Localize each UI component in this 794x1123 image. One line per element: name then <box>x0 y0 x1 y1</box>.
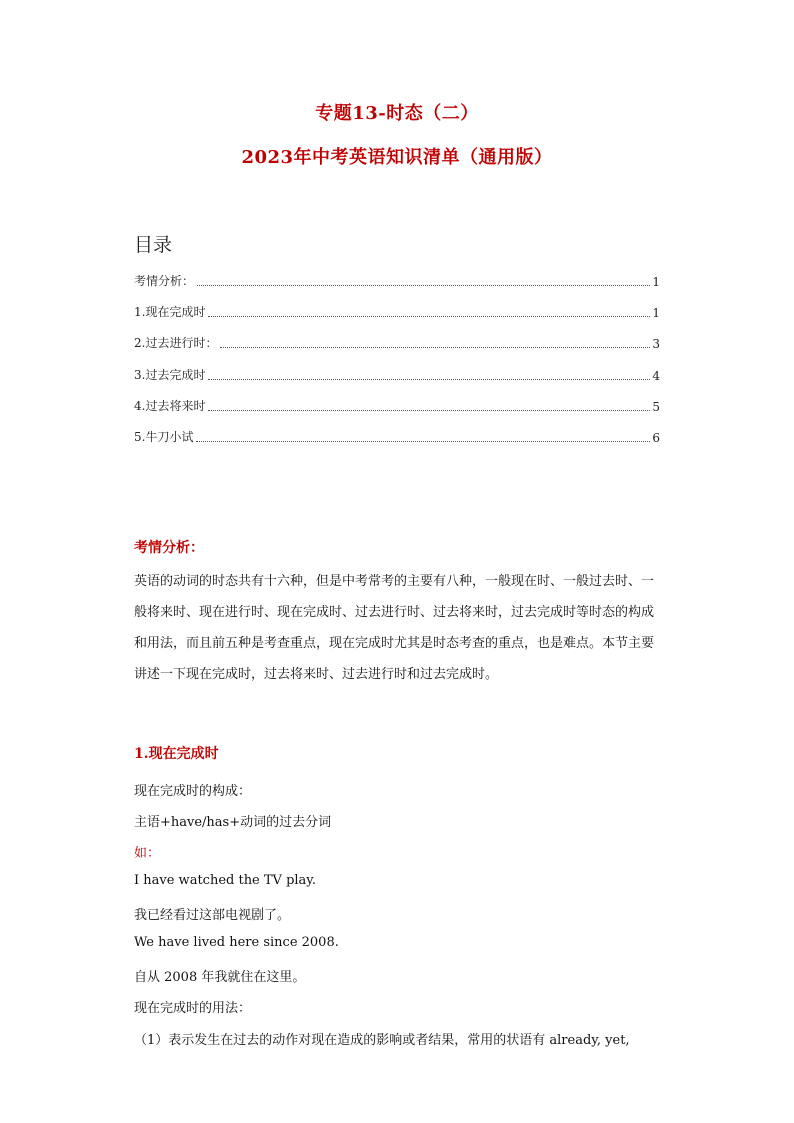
toc-entry-analysis[interactable] <box>134 271 660 289</box>
toc-entry-label: 1.现在完成时 <box>134 305 206 319</box>
document-title: 专题13-时态（二） <box>315 103 479 124</box>
structure-label: 现在完成时的构成： <box>134 784 252 799</box>
toc-entry-label: 考情分析： <box>134 274 195 288</box>
example-label: 如： <box>134 846 161 861</box>
usage-item-1: （1）表示发生在过去的动作对现在造成的影响或者结果，常用的状语有 already, yet, <box>134 1033 630 1048</box>
toc-entry-past-future[interactable] <box>134 396 660 414</box>
toc-entry-label: 2.过去进行时： <box>134 336 218 350</box>
toc-entry-present-perfect[interactable] <box>134 302 660 320</box>
toc-leader-dots <box>208 378 650 380</box>
toc-leader-dots <box>208 315 650 317</box>
toc-entry-page: 4 <box>652 369 660 383</box>
toc-entry-page: 1 <box>652 275 660 289</box>
example1-english: I have watched the TV play. <box>134 873 317 888</box>
toc-leader-dots <box>196 440 650 442</box>
toc-entry-label: 5.牛刀小试 <box>134 430 194 444</box>
toc-entry-label: 4.过去将来时 <box>134 399 206 413</box>
toc-leader-dots <box>208 409 650 411</box>
toc-entry-past-continuous[interactable] <box>134 333 660 351</box>
toc-leader-dots <box>220 346 650 348</box>
section1-heading: 1.现在完成时 <box>134 746 219 762</box>
usage-label: 现在完成时的用法： <box>134 1001 252 1016</box>
toc-entry-label: 3.过去完成时 <box>134 368 206 382</box>
analysis-heading: 考情分析： <box>134 540 204 556</box>
toc-entry-page: 3 <box>652 337 660 351</box>
toc-entry-past-perfect[interactable] <box>134 365 660 383</box>
toc-entry-page: 6 <box>652 431 660 445</box>
example1-chinese: 我已经看过这部电视剧了。 <box>134 908 291 923</box>
toc-entry-practice[interactable] <box>134 427 660 445</box>
example2-chinese: 自从 2008 年我就住在这里。 <box>134 970 306 985</box>
toc-entry-page: 1 <box>652 306 660 320</box>
analysis-paragraph: 英语的动词的时态共有十六种，但是中考常考的主要有八种，一般现在时、一般过去时、一般将来时、现在进行时、现在完成时、过去进行时、过去将来时，过去完成时等时态的构成和用法，而且前五种是考查重点，现在完成时尤其是时态考查的重点，也是难点。本节主要讲述一下现在完成时，过去将来时、过去进行时和过去完成时。 <box>134 574 655 682</box>
document-subtitle: 2023年中考英语知识清单（通用版） <box>241 147 553 168</box>
toc-leader-dots <box>197 284 650 286</box>
toc-heading: 目录 <box>134 234 173 256</box>
example2-english: We have lived here since 2008. <box>134 935 339 950</box>
formula-text: 主语+have/has+动词的过去分词 <box>134 815 332 830</box>
toc-entry-page: 5 <box>652 400 660 414</box>
